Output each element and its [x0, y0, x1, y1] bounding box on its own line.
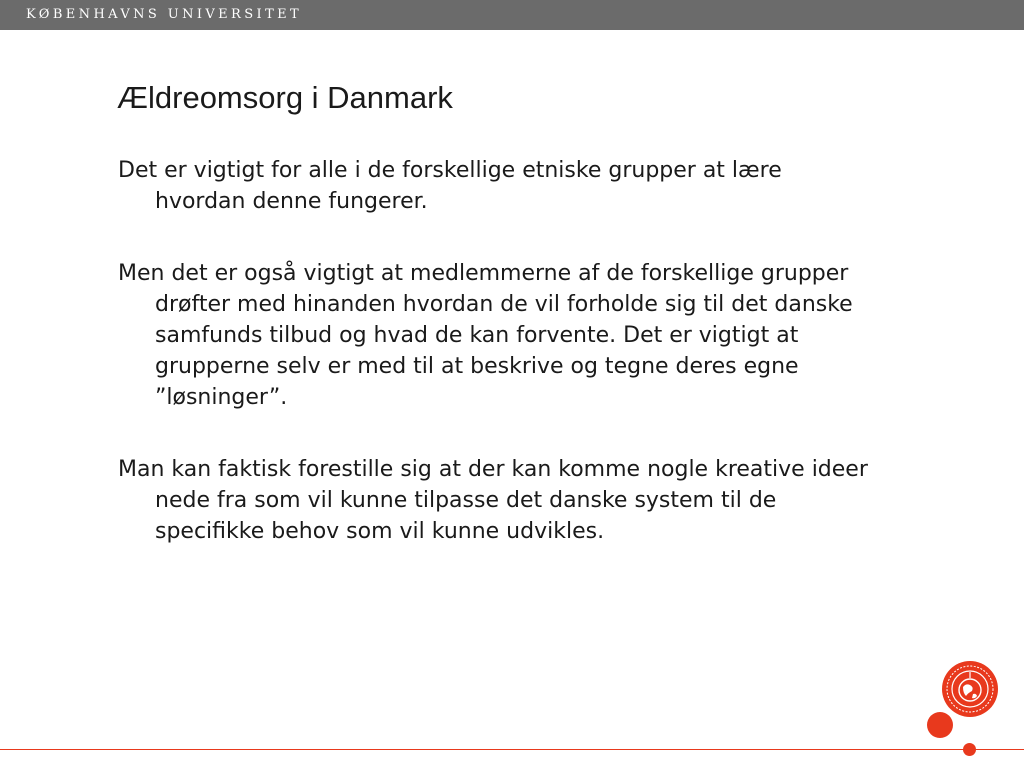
footer-rule	[0, 749, 1024, 750]
decorative-dot-large	[927, 712, 953, 738]
university-seal-icon	[941, 660, 999, 718]
university-name: KØBENHAVNS UNIVERSITET	[26, 7, 303, 22]
header-bar	[0, 0, 1024, 30]
slide-body	[118, 155, 878, 588]
paragraph-1: Det er vigtigt for alle i de forskellige etniske grupper at lære hvordan denne fungerer.	[118, 158, 782, 214]
paragraph-2: Men det er også vigtigt at medlemmerne af de forskellige grupper drøfter med hinanden hvordan de vil forholde sig til det danske samfunds tilbud og hvad de kan forvente. Det er vigtigt at grupperne selv er med til at beskrive og tegne deres egne ”løsninger”.	[118, 261, 853, 410]
slide-title: Ældreomsorg i Danmark	[117, 80, 453, 115]
paragraph-3: Man kan faktisk forestille sig at der kan komme nogle kreative ideer nede fra som vil kunne tilpasse det danske system til de specifikke behov som vil kunne udvikles.	[118, 457, 868, 544]
